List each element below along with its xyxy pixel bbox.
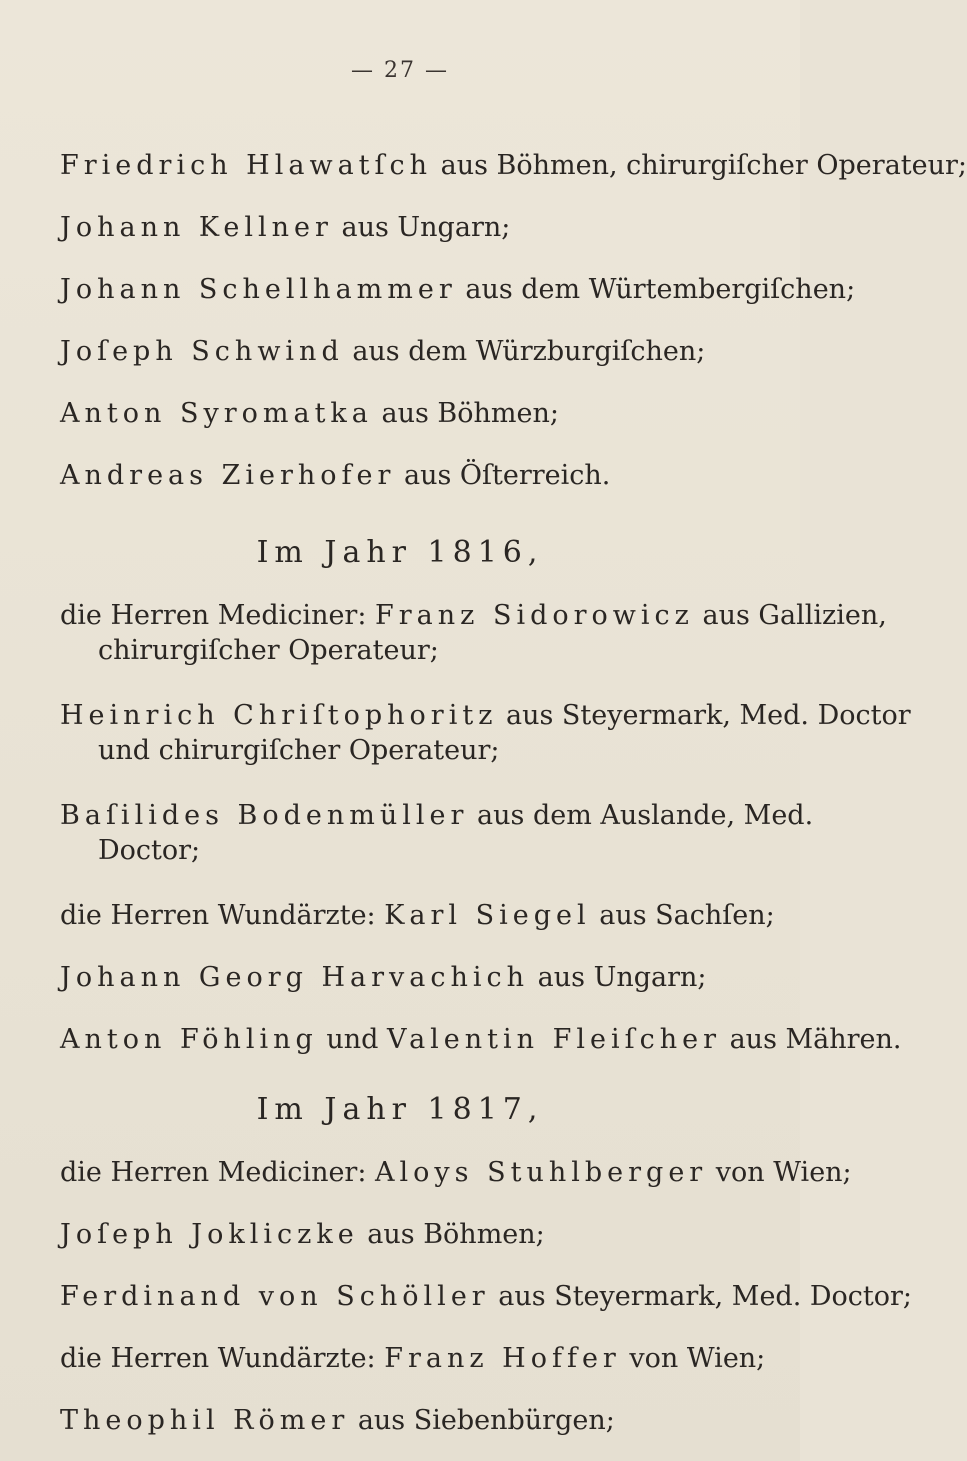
entry-origin: aus Öſterreich. [395,460,611,491]
entry-prefix: die Herren Mediciner: [60,1157,376,1188]
entry-prefix: die Herren Wundärzte: [60,900,385,931]
entry-line [60,460,610,492]
person-name: Anton Föhling [60,1024,318,1055]
person-name: Joſeph Jokliczke [60,1219,359,1250]
entry-line [60,1343,765,1375]
person-name: Johann Kellner [60,212,333,243]
person-name: Andreas Zierhofer [60,460,396,491]
year-heading: Im Jahr 1816, [256,535,544,570]
person-name: Valentin Fleiſcher [387,1024,721,1055]
entry-origin: aus Siebenbürgen; [349,1405,615,1436]
entry-line [60,700,911,732]
entry-line [60,150,967,182]
entry-origin: aus Sachſen; [590,900,775,931]
entry-origin: aus Böhmen; [358,1219,545,1250]
year-heading: Im Jahr 1817, [256,1092,544,1127]
person-name: Heinrich Chriſtophoritz [60,700,498,731]
person-name: Friedrich Hlawatſch [60,150,433,181]
entry-origin: aus Steyermark, Med. Doctor; [489,1281,913,1312]
entry-line [60,1157,852,1189]
entry-origin: aus dem Auslande, Med. [468,800,814,831]
person-name: Joſeph Schwind [60,336,344,367]
entry-origin: aus Böhmen; [372,398,559,429]
entry-origin: aus Ungarn; [529,962,707,993]
entry-prefix: die Herren Mediciner: [60,600,376,631]
entry-origin: aus dem Würzburgiſchen; [343,336,706,367]
entry-connector: und [317,1024,388,1055]
entry-origin: aus Gallizien, [693,600,887,631]
person-name: Theophil Römer [60,1405,350,1436]
person-name: Karl Siegel [384,900,591,931]
entry-line [60,212,510,244]
entry-line [60,900,775,932]
person-name: Anton Syromatka [60,398,373,429]
person-name: Baſilides Bodenmüller [60,800,469,831]
entry-line [60,962,707,994]
entry-line [60,1024,902,1056]
entry-origin: aus Ungarn; [332,212,511,243]
entry-line [60,1281,912,1313]
person-name: Ferdinand von Schöller [60,1281,490,1312]
entry-line [60,398,559,430]
entry-line [60,800,813,832]
entry-continuation: chirurgiſcher Operateur; [98,635,439,666]
page-number: — 27 — [351,58,449,83]
person-name: Franz Hoffer [384,1343,621,1374]
entry-line [60,336,705,368]
entry-origin: aus Mähren. [721,1024,902,1055]
entry-origin: von Wien; [707,1157,852,1188]
entry-prefix: die Herren Wundärzte: [60,1343,385,1374]
person-name: Franz Sidorowicz [375,600,694,631]
entry-origin: von Wien; [620,1343,766,1374]
entry-continuation: Doctor; [98,835,201,866]
entry-line [60,1405,615,1437]
entry-origin: aus Böhmen, chirurgiſcher Operateur; [432,150,967,181]
entry-origin: aus Steyermark, Med. Doctor [497,700,911,731]
entry-continuation: und chirurgiſcher Operateur; [98,735,500,766]
person-name: Johann Georg Harvachich [60,962,530,993]
entry-origin: aus dem Würtembergiſchen; [456,274,856,305]
person-name: Johann Schellhammer [60,274,457,305]
entry-line [60,274,855,306]
entry-line [60,600,887,632]
person-name: Aloys Stuhlberger [375,1157,708,1188]
entry-line [60,1219,545,1251]
